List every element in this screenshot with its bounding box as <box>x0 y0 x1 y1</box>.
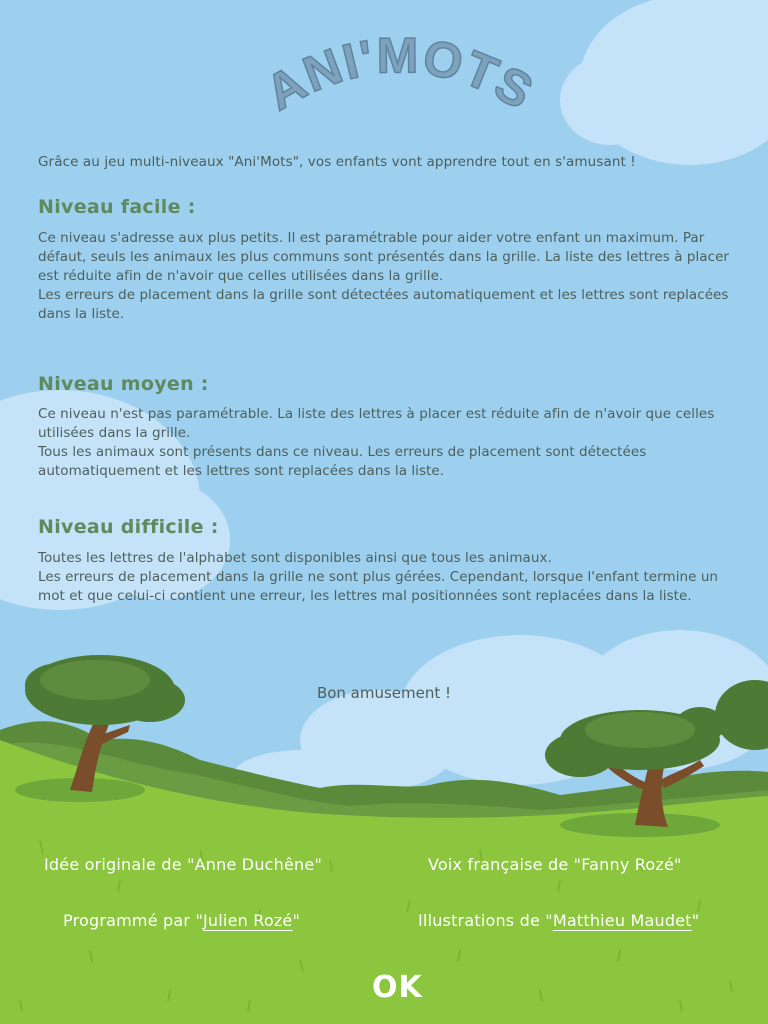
heading-medium: Niveau moyen : <box>38 373 209 395</box>
credit-illustrator-prefix: Illustrations de " <box>418 911 553 930</box>
hard-paragraph-2: Les erreurs de placement dans la grille ne sont plus gérées. Cependant, lorsque l'enfant termine un mot et que celui-ci contient une erreur, les lettres mal positionnées sont replacées dans la liste. <box>38 569 719 604</box>
svg-text:ANI'MOTS <box>256 27 543 121</box>
credit-voice <box>428 855 682 874</box>
illustrator-link[interactable]: Matthieu Maudet <box>552 911 692 930</box>
easy-description <box>38 229 750 324</box>
easy-paragraph-1: Ce niveau s'adresse aux plus petits. Il est paramétrable pour aider votre enfant un maximum. Par défaut, seuls les animaux les plus communs sont présentés dans la grille. La liste des lettres à placer est réduite afin de n'avoir que celles utilisées dans la grille. <box>38 230 730 284</box>
credit-idea-suffix: " <box>314 855 322 874</box>
credit-programmer-prefix: Programmé par " <box>63 911 204 930</box>
hard-description <box>38 549 728 606</box>
intro-text: Grâce au jeu multi-niveaux "Ani'Mots", vos enfants vont apprendre tout en s'amusant ! <box>38 154 636 170</box>
heading-hard: Niveau difficile : <box>38 516 219 538</box>
app-title-text: ANI'MOTS <box>256 27 544 121</box>
credit-programmer-suffix: " <box>292 911 301 930</box>
credit-voice-suffix: " <box>674 855 682 874</box>
credit-idea-name: Anne Duchêne <box>194 855 315 874</box>
heading-easy: Niveau facile : <box>38 196 196 218</box>
credit-idea-prefix: Idée originale de " <box>44 855 195 874</box>
credit-illustrator-suffix: " <box>691 911 700 930</box>
easy-paragraph-2: Les erreurs de placement dans la grille sont détectées automatiquement et les lettres sont replacées dans la liste. <box>38 287 729 322</box>
credit-voice-prefix: Voix française de " <box>428 855 582 874</box>
programmer-link[interactable]: Julien Rozé <box>203 911 293 930</box>
app-title <box>240 20 560 140</box>
credit-illustrator <box>418 911 699 930</box>
closing-text: Bon amusement ! <box>316 684 452 702</box>
credit-idea <box>44 855 322 874</box>
hard-paragraph-1: Toutes les lettres de l'alphabet sont disponibles ainsi que tous les animaux. <box>38 550 552 566</box>
medium-paragraph-2: Tous les animaux sont présents dans ce niveau. Les erreurs de placement sont détectées automatiquement et les lettres sont replacées dans la liste. <box>38 444 647 479</box>
medium-paragraph-1: Ce niveau n'est pas paramétrable. La liste des lettres à placer est réduite afin de n'avoir que celles utilisées dans la grille. <box>38 406 715 441</box>
ok-button[interactable]: OK <box>372 970 423 1005</box>
credit-voice-name: Fanny Rozé <box>581 855 675 874</box>
credit-programmer <box>63 911 300 930</box>
medium-description <box>38 405 728 481</box>
